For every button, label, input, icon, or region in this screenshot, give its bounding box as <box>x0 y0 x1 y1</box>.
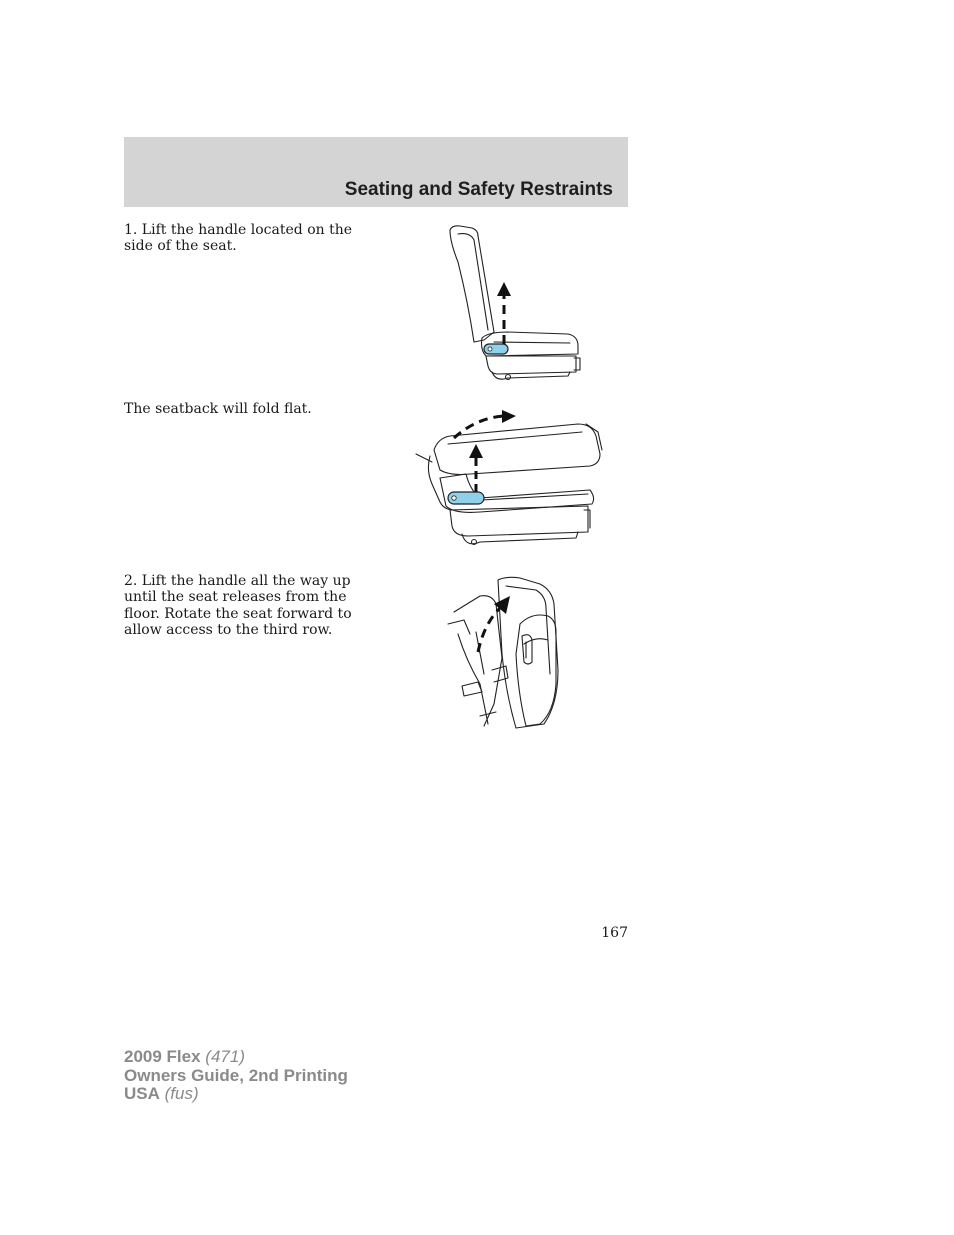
footer-line-2 <box>124 1067 348 1086</box>
footer-guide: Owners Guide, 2nd Printing <box>124 1065 348 1085</box>
footer-line-3 <box>124 1085 348 1104</box>
seat-handle-lift-illustration <box>438 222 588 384</box>
footer-market-code: (fus) <box>164 1084 199 1103</box>
footer-model: 2009 Flex <box>124 1047 201 1066</box>
section-title: Seating and Safety Restraints <box>344 179 613 200</box>
footer-model-code: (471) <box>205 1047 245 1066</box>
footer-line-1 <box>124 1048 348 1067</box>
seat-tumble-forward-illustration <box>436 574 568 734</box>
page-number: 167 <box>601 925 628 941</box>
section-header-band <box>124 137 628 207</box>
footer-market: USA <box>124 1084 160 1103</box>
step-fold-flat-text: The seatback will fold flat. <box>124 401 312 417</box>
step-1-text: 1. Lift the handle located on the side of the seat. <box>124 222 353 255</box>
document-footer <box>124 1048 348 1104</box>
step-2-text: 2. Lift the handle all the way up until the seat releases from the floor. Rotate the seat forward to allow access to the third row. <box>124 573 352 638</box>
seatback-fold-flat-illustration <box>410 410 606 552</box>
